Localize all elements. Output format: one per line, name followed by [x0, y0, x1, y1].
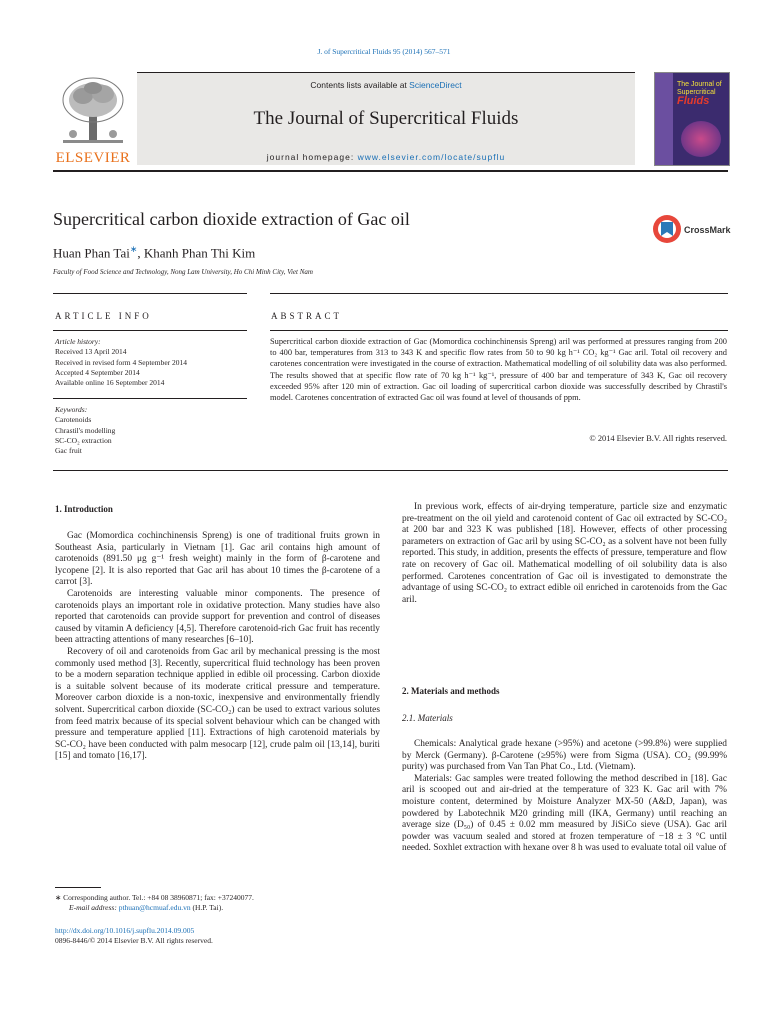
- history-item: Available online 16 September 2014: [55, 378, 165, 388]
- keywords-list: [55, 405, 245, 456]
- paragraph: Carotenoids are interesting valuable minor components. The presence of carotenoids plays an important role in oxidative protection. Many studies have also reported that carotenoids can provide support for prevention and control of diseases caused by vitamin A deficiency [4,5]. Therefore carotenoid-rich Gac fruit has recently been attracting attentions of many researches [6–10].: [55, 588, 380, 646]
- contents-prefix: Contents lists available at: [310, 80, 410, 90]
- divider: [53, 330, 247, 331]
- journal-title: The Journal of Supercritical Fluids: [253, 108, 519, 129]
- keyword-item: SC-CO₂ extraction: [55, 435, 112, 445]
- doi-block: [55, 926, 213, 946]
- author-affiliation: Faculty of Food Science and Technology, Nong Lam University, Ho Chi Minh City, Viet Nam: [53, 268, 313, 276]
- author-name[interactable]: Khanh Phan Thi Kim: [143, 245, 256, 261]
- journal-cover-image[interactable]: [654, 72, 730, 166]
- divider: [53, 470, 728, 471]
- email-suffix: (H.P. Tai).: [190, 903, 224, 912]
- introduction-heading: 1. Introduction: [55, 504, 113, 514]
- tree-icon: [53, 72, 133, 150]
- email-label: E-mail address:: [69, 903, 119, 912]
- contents-available-line: [137, 80, 635, 90]
- author-name[interactable]: Huan Phan Tai: [53, 245, 130, 261]
- cover-graphic: [681, 121, 721, 157]
- abstract-copyright: © 2014 Elsevier B.V. All rights reserved.: [589, 434, 727, 443]
- methods-heading: 2. Materials and methods: [402, 686, 500, 696]
- sciencedirect-link[interactable]: ScienceDirect: [409, 80, 462, 90]
- paragraph: Gac (Momordica cochinchinensis Spreng) is one of traditional fruits grown in Southeast Asia, particularly in Vietnam [1]. Gac aril contains high amount of carotenoids (891.50 μg g⁻¹ fresh weight) mainly in the form of β-carotene and lycopene [2]. It is also reported that Gac aril has about 10 times the β-carotene of a carrot [3].: [55, 531, 380, 588]
- keyword-item: Gac fruit: [55, 446, 82, 456]
- journal-citation[interactable]: J. of Supercritical Fluids 95 (2014) 567–571: [317, 47, 451, 56]
- divider: [53, 293, 247, 294]
- footnote: [55, 893, 380, 913]
- paragraph: Materials: Gac samples were treated following the method described in [18]. Gac aril is scooped out and air-dried at the temperature of 323 K. Gac aril with 7% moisture content, determined by Moisture Analyzer MX-50 (A&D, Japan), was powdered by Labotechnik M20 grinding mill (IKA, Germany) until reaching an average size (D₅₀) of 0.45 ± 0.02 mm measured by JiSiCo sieve (USA). Gac aril powder was vacuum sealed and stored at frozen temperature of −18 ± 3 °C until needed. Soxhlet extraction with hexane over 8 h was used to evaluate total oil value of: [402, 773, 727, 854]
- crossmark-label[interactable]: CrossMark: [684, 225, 731, 235]
- article-title: Supercritical carbon dioxide extraction of Gac oil: [53, 209, 410, 229]
- paragraph: Recovery of oil and carotenoids from Gac aril by mechanical pressing is the most commonly used method [3]. Recently, supercritical fluid technology has been proven to be a modern separation technique applied in edible oil processing. Carbon dioxide is a suitable solvent because of its moderate critical pressure and temperature. Moreover carbon dioxide is a non-toxic, inexpensive and environmentally friendly solvent. Supercritical carbon dioxide (SC-CO₂) can be used to extract various solutes from feed matrix because of its special solvent behaviour which can be changed with pressure and temperature applied [11]. Extractions of high carotenoid materials by SC-CO₂ have been conducted with palm mesocarp [12], crude palm oil [13,14], buriti [15] and tomato [16,17].: [55, 646, 380, 762]
- divider: [270, 293, 728, 294]
- header-divider: [53, 170, 728, 172]
- homepage-link[interactable]: www.elsevier.com/locate/supflu: [357, 152, 506, 162]
- history-item: Received 13 April 2014: [55, 347, 127, 357]
- cover-subtitle-line1: The Journal of: [677, 81, 722, 88]
- keyword-item: Carotenoids: [55, 415, 92, 425]
- homepage-prefix: journal homepage:: [266, 152, 358, 162]
- publisher-wordmark: ELSEVIER: [55, 150, 131, 166]
- divider: [270, 330, 728, 331]
- keyword-item: Chrastil's modelling: [55, 425, 116, 435]
- article-info-heading: ARTICLE INFO: [55, 311, 152, 321]
- right-column-text: [402, 502, 727, 606]
- paragraph: In previous work, effects of air-drying temperature, particle size and enzymatic pre-treatment on the oil yield and carotenoid content of Gac oil extracted by SC-CO₂ at 200 bar and 323 K was published [18]. However, effects of other processing parameters on extraction of Gac aril by using SC-CO₂ as a solvent have not been fully reported. This study, in addition, presents the effects of pressure, temperature and flow rate on recovery of Gac oil. Mathematical modelling of oil solubility data is also performed. Carotenes concentration of Gac oil is investigated to demonstrate the advantage of using SC-CO₂ to extract edible oil enriched in carotenoids from the Gac aril.: [402, 502, 727, 605]
- crossmark-icon: [652, 214, 682, 244]
- divider: [53, 398, 247, 399]
- doi-link[interactable]: http://dx.doi.org/10.1016/j.supflu.2014.09.005: [55, 926, 195, 935]
- cover-stripe: [655, 73, 673, 165]
- email-link[interactable]: pthuan@hcmuaf.edu.vn: [118, 903, 191, 912]
- journal-homepage-line: [137, 152, 635, 162]
- materials-text: [402, 739, 727, 855]
- footnote-rule: [55, 887, 101, 888]
- corresponding-author-mark[interactable]: ∗: [129, 244, 138, 254]
- paragraph: Chemicals: Analytical grade hexane (>95%) and acetone (>99.8%) were supplied by Merck (Germany). β-Carotene (≥95%) were from Sigma (USA). CO₂ (99.99% purity) was purchased from Van Tan Phat Co., Ltd. (Vietnam).: [402, 739, 727, 773]
- cover-title: Fluids: [677, 95, 710, 107]
- materials-subheading: 2.1. Materials: [402, 713, 453, 723]
- keywords-label: Keywords:: [55, 405, 88, 414]
- author-list: [53, 244, 255, 261]
- history-label: Article history:: [55, 337, 101, 346]
- issn-line: 0896-8446/© 2014 Elsevier B.V. All rights reserved.: [55, 936, 213, 945]
- cover-subtitle-line2: Supercritical: [677, 89, 716, 96]
- abstract-heading: ABSTRACT: [271, 311, 343, 321]
- corresponding-author-note: ∗ Corresponding author. Tel.: +84 08 38960871; fax: +37240077.: [55, 893, 254, 902]
- left-column-text: [55, 531, 380, 763]
- history-item: Received in revised form 4 September 2014: [55, 357, 188, 367]
- article-history: [55, 337, 245, 388]
- abstract-text: Supercritical carbon dioxide extraction of Gac (Momordica cochinchinensis Spreng) aril was performed at pressures ranging from 200 to 400 bar, temperatures from 313 to 343 K and specific flow rates from 50 to 90 kg h⁻¹ CO₂ kg⁻¹ Gac aril. Total oil recovery and carotenes concentration were investigated in the course of extraction. Mathematical modelling of oil solubility data was also performed. The results showed that at specific flow rate of 70 kg h⁻¹ kg⁻¹, pressure of 400 bar and temperature of 343 K, Gac oil recovery exceeded 95% after 120 min of extraction. Gac oil loading of supercritical carbon dioxide was successfully described by Chrastil's model. Carotenes concentration of extracted Gac oil was found at level of thousands of ppm.: [270, 337, 727, 403]
- history-item: Accepted 4 September 2014: [55, 367, 140, 377]
- author-separator: ,: [137, 245, 144, 261]
